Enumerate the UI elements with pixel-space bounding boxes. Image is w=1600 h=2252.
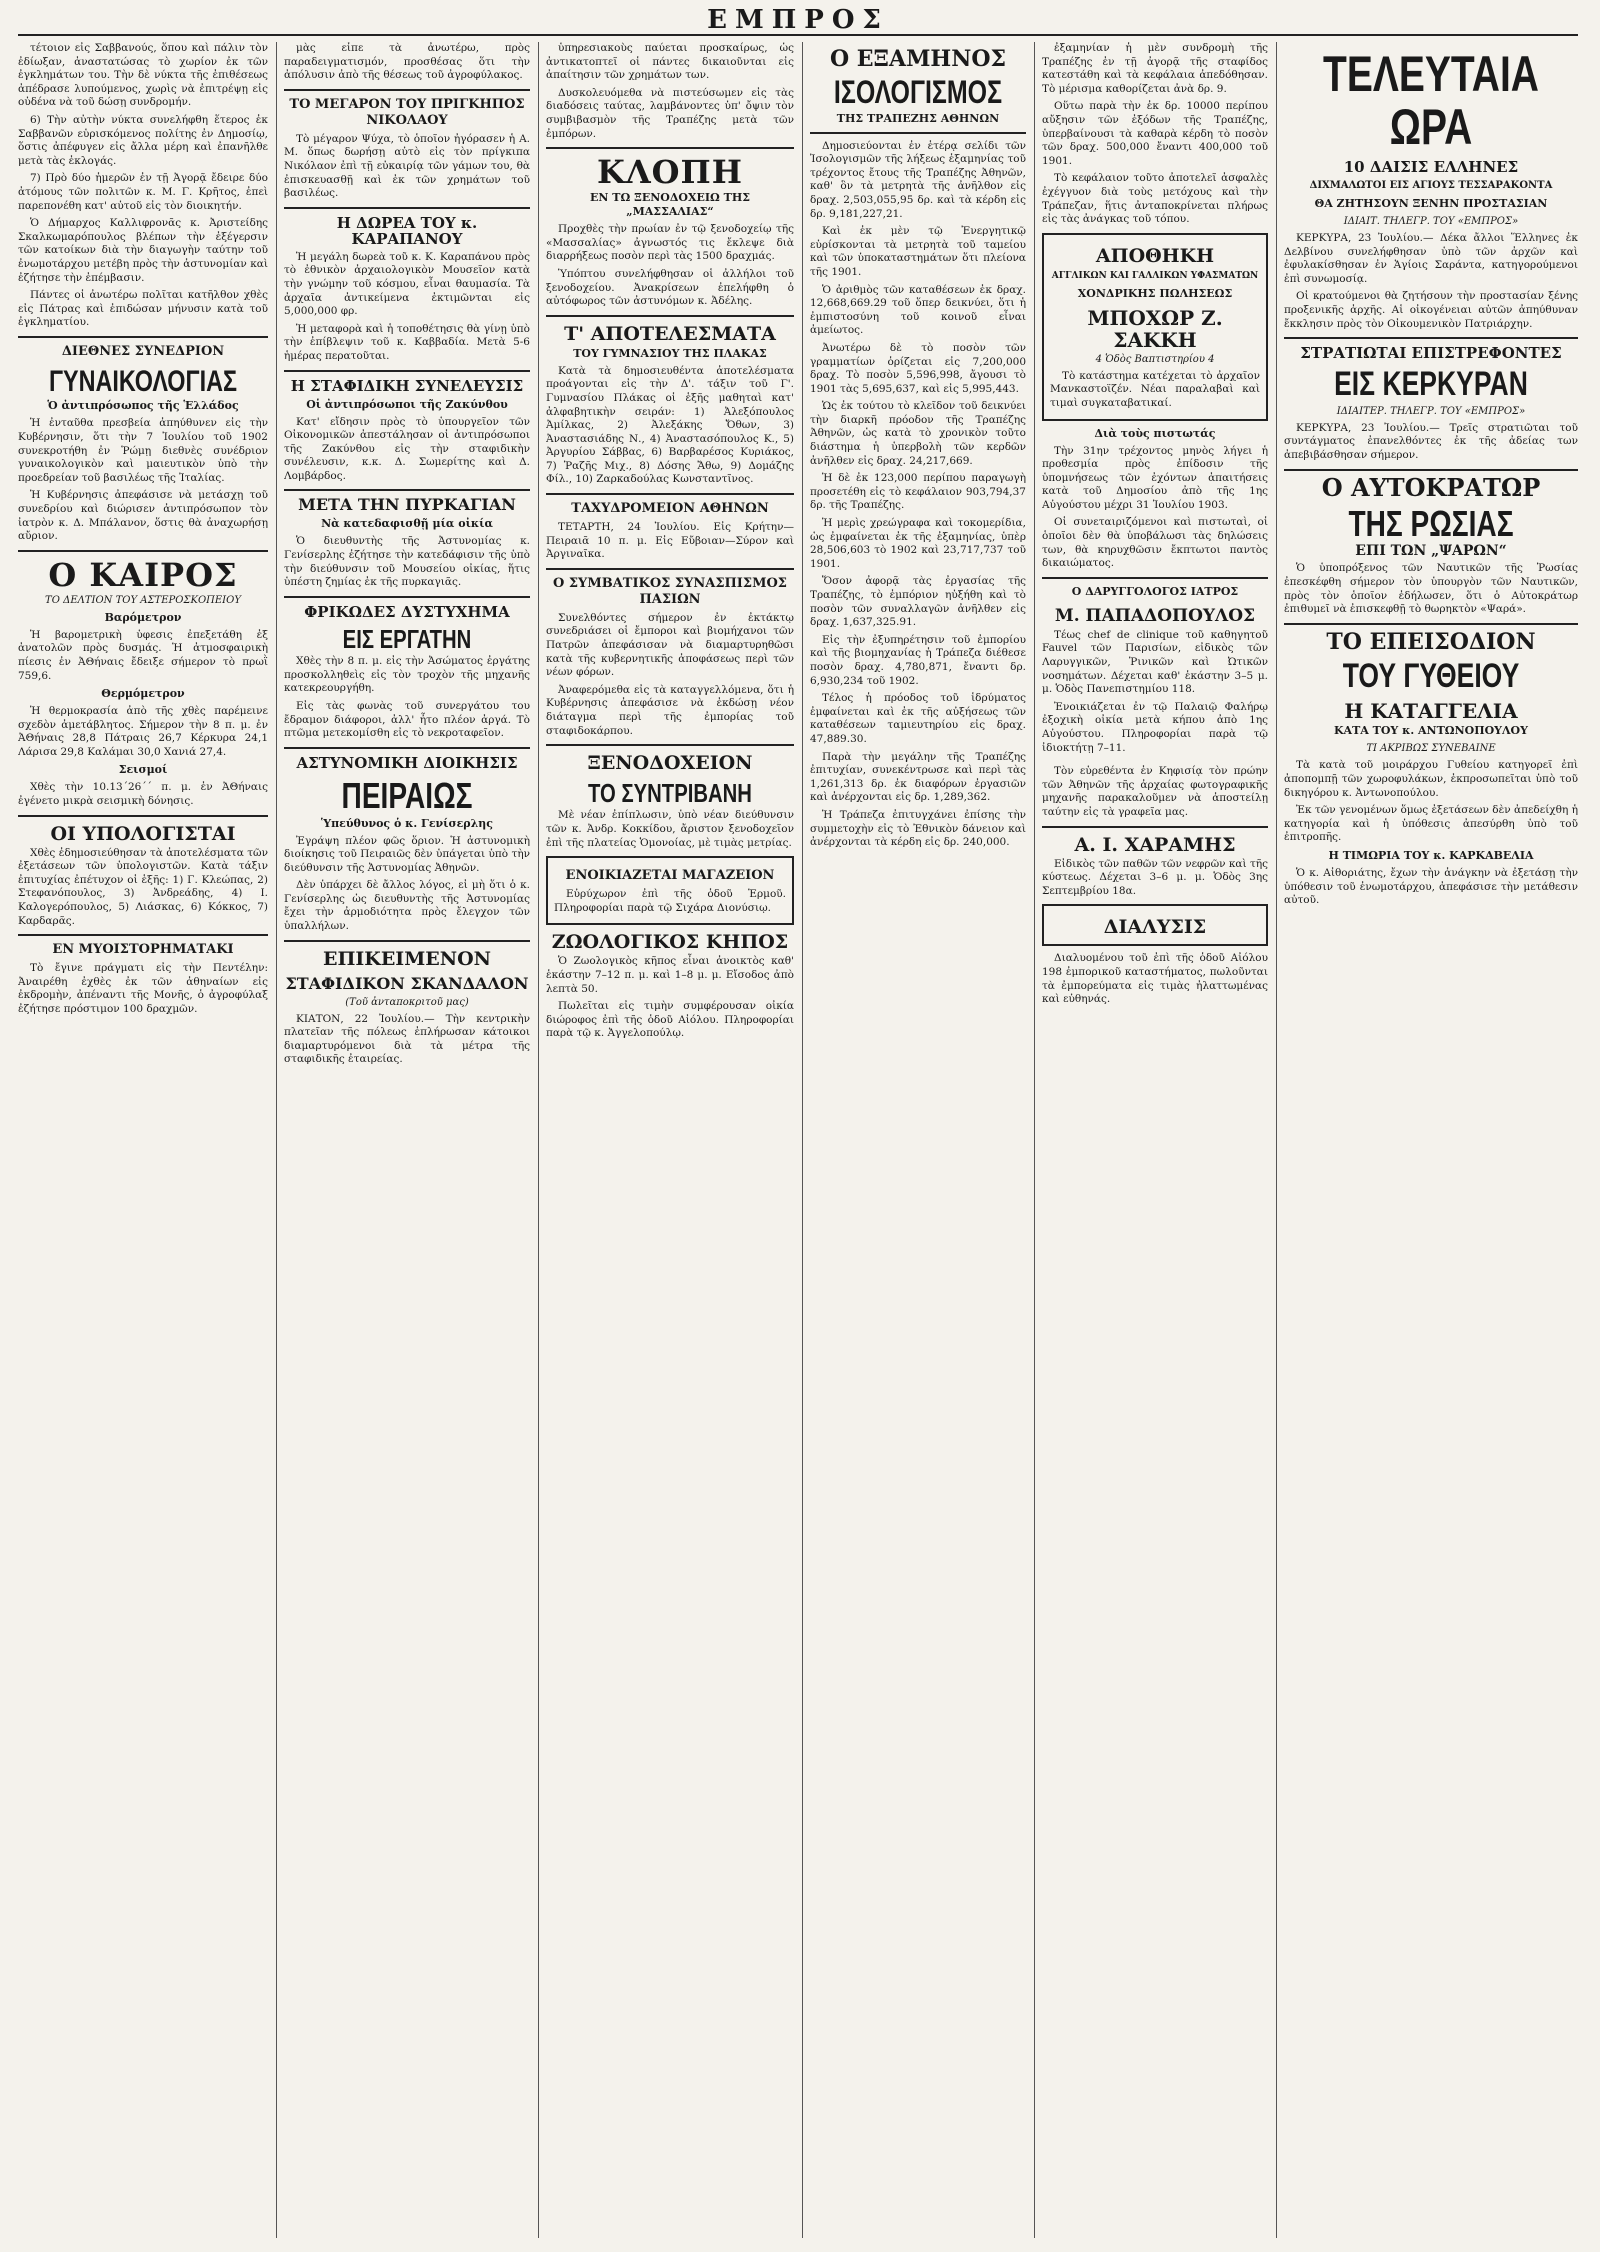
subheadline: Ο ΔΑΡΥΓΓΟΛΟΓΟΣ ΙΑΤΡΟΣ <box>1071 584 1239 598</box>
article-text: Ὁ κ. Αἰθοριάτης, ἔχων τὴν ἀνάγκην νὰ ἐξετάσῃ τὴν ὑπόθεσιν τοῦ ἐνωμοτάρχου, ἀπεφάσισε τὴν μετάθεσιν αὐτοῦ. <box>1284 867 1578 907</box>
subheadline: ΑΓΓΛΙΚΩΝ ΚΑΙ ΓΑΛΛΙΚΩΝ ΥΦΑΣΜΑΤΩΝ <box>1051 270 1259 281</box>
advertisement-box <box>1042 904 1268 946</box>
divider <box>546 315 794 317</box>
article-text: Ἡ θερμοκρασία ἀπὸ τῆς χθὲς παρέμεινε σχεδὸν ἀμετάβλητος. Σήμερον τὴν 8 π. μ. ἐν ἈΘήναις 28,8 Πάτραις 26,7 Κέρκυρα 24,1 Λάρισα 29,8 Καλάμαι 30,0 Χανιά 27,4. <box>18 705 268 758</box>
subheadline: ΧΟΝΔΡΙΚΗΣ ΠΩΛΗΣΕΩΣ <box>1077 286 1233 300</box>
subheadline: (Τοῦ ἀνταποκριτοῦ μας) <box>345 996 469 1008</box>
divider <box>284 940 530 942</box>
divider <box>284 489 530 491</box>
article-text: Τὸ κατάστημα κατέχεται τὸ ἀρχαῖον Μανκαστοϊζέν. Νέαι παραλαβαὶ καὶ τιμαὶ συγκαταβατικαί. <box>1050 369 1260 409</box>
article-text: Τὰ κατὰ τοῦ μοιράρχου Γυθείου κατηγορεῖ ἐπὶ ἀποπομπῇ τῶν χωροφυλάκων, ἐκπροσωπεῖται ὑπὸ τοῦ δικηγόρου κ. Ἀντωνοπούλου. <box>1284 759 1578 799</box>
subheadline: ΤΟΥ ΓΥΜΝΑΣΙΟΥ ΤΗΣ ΠΛΑΚΑΣ <box>573 346 767 360</box>
headline: ΤΟ ΕΠΕΙΣΟΔΙΟΝ <box>1326 628 1536 655</box>
subheadline: ΙΔΙΑΙΤΕΡ. ΤΗΛΕΓΡ. ΤΟΥ «ΕΜΠΡΟΣ» <box>1336 405 1526 417</box>
divider <box>1284 469 1578 471</box>
article-text: Διαλυομένου τοῦ ἐπὶ τῆς ὁδοῦ Αἰόλου 198 ἐμπορικοῦ καταστήματος, πωλοῦνται τὰ ἐμπορεύματα εἰς τιμὰς ἠλαττωμένας καὶ εὐθηνάς. <box>1042 952 1268 1006</box>
article-text: Κατὰ τὰ δημοσιευθέντα ἀποτελέσματα προάγονται εἰς τὴν Δ'. τάξιν τοῦ Γ'. Γυμνασίου Πλάκας οἱ ἑξῆς μαθηταὶ κατ' ἀλφαβητικὴν σειράν: 1) Ἀλεξόπουλος Ἀμίλκας, 2) Ἀλεξάκης Ὄθων, 3) Ἀναστασιάδης Ν., 4) Ἀναστασόπουλος Κ., 5) Ἀργυρίου Σάββας, 6) Βαρβαρέσος Κυριάκος, 7) Ῥαζῆς Μιχ., 8) Δόσης Ἄθω, 9) Δομάζης Φίλ., 10) Ζαρκαδούλας Κωνσταντῖνος. <box>546 364 794 486</box>
column-rule <box>1034 42 1035 2238</box>
address: 4 Ὁδὸς Βαπτιστηρίου 4 <box>1095 353 1215 365</box>
article-text: Παρὰ τὴν μεγάλην τῆς Τραπέζης ἐπιτυχίαν, συνεκέντρωσε καὶ περὶ τὰς 1,261,313 δρ. ἐκ διαφόρων ἐργασιῶν καὶ ἀνέρχονται εἰς δρ. 1,289,362. <box>810 750 1026 804</box>
article-text: Ἡ μεγάλη δωρεὰ τοῦ κ. Κ. Καραπάνου πρὸς τὸ ἐθνικὸν ἀρχαιολογικὸν Μουσεῖον κατὰ τὴν γνώμην τοῦ κόσμου, εἶναι θαυμασία. Τὰ ἀρχαῖα ἀντικείμενα ἐκτιμῶνται εἰς 5,000,000 φρ. <box>284 250 530 318</box>
article-text: Ἡ ἐνταῦθα πρεσβεία ἀπηύθυνεν εἰς τὴν Κυβέρνησιν, ὅτι τὴν 7 Ἰουλίου τοῦ 1902 συνεκροτήθη ἐν Ῥώμῃ διεθνὲς συνέδριον γυναικολογικὸν καὶ μαιευτικὸν ὑπὸ τὴν προεδρείαν τοῦ βασιλέως τῆς Ἰταλίας. <box>18 417 268 484</box>
headline: Ο ΚΑΙΡΟΣ <box>48 555 238 594</box>
subheadline: ΤΟ ΔΕΛΤΙΟΝ ΤΟΥ ΑΣΤΕΡΟΣΚΟΠΕΙΟΥ <box>45 594 241 606</box>
headline: ΕΙΣ ΚΕΡΚΥΡΑΝ <box>1334 365 1528 404</box>
article-text: Ὁ διευθυντὴς τῆς Ἀστυνομίας κ. Γενίσερλης ἐζήτησε τὴν κατεδάφισιν τῆς ὑπὸ τὴν διεύθυνσιν τοῦ Μουσείου οἰκίας, ἥτις ὑπέστη ζημίας ἐκ τῆς πυρκαγιᾶς. <box>284 535 530 589</box>
article-text: Οἱ κρατούμενοι θὰ ζητήσουν τὴν προστασίαν ξένης προξενικῆς ἀρχῆς. Αἱ οἰκογένειαι αὐτῶν ἀπηύθυναν ἔκκλησιν πρὸς τὸν Οἰκουμενικὸν Πατριάρχην. <box>1284 290 1578 330</box>
headline: ΞΕΝΟΔΟΧΕΙΟΝ <box>587 752 753 775</box>
divider <box>18 934 268 936</box>
divider <box>284 89 530 91</box>
article-text: Εἰς τὰς φωνὰς τοῦ συνεργάτου του ἔδραμον διάφοροι, ἀλλ' ἦτο πλέον ἀργά. Τὸ πτῶμα μετεκομίσθη εἰς τὸ νεκροταφεῖον. <box>284 699 530 740</box>
divider <box>18 550 268 552</box>
advertisement-box <box>1042 233 1268 421</box>
subheadline: Νὰ κατεδαφισθῇ μία οἰκία <box>321 517 493 531</box>
headline: ΤΑΧΥΔΡΟΜΕΙΟΝ ΑΘΗΝΩΝ <box>571 501 769 517</box>
headline: ΙΣΟΛΟΓΙΣΜΟΣ <box>833 74 1003 110</box>
subheadline: Σεισμοί <box>118 763 168 777</box>
headline: ΦΡΙΚΩΔΕΣ ΔΥΣΤΥΧΗΜΑ <box>304 602 510 621</box>
headline: Μ. ΠΑΠΑΔΟΠΟΥΛΟΣ <box>1054 605 1256 626</box>
subheadline: ΤΙ ΑΚΡΙΒΩΣ ΣΥΝΕΒΑΙΝΕ <box>1366 743 1496 755</box>
article-text: Χθὲς τὴν 8 π. μ. εἰς τὴν Ἀσώματος ἐργάτης προσκολληθεὶς εἰς τὸν τροχὸν τῆς μηχανῆς κατεκρεουργήθη. <box>284 655 530 695</box>
article-text: Τὸν εὑρεθέντα ἐν Κηφισίᾳ τὸν πρώην τῶν Ἀθηνῶν τῆς ἀρχαίας φωτογραφικῆς μηχανῆς παρακαλοῦμεν νὰ ἀποστείλῃ ταύτην εἰς τὰ γραφεῖα μας. <box>1042 765 1268 818</box>
headline: ΔΙΕΘΝΕΣ ΣΥΝΕΔΡΙΟΝ <box>61 343 225 359</box>
headline: Η ΚΑΤΑΓΓΕΛΙΑ <box>1344 699 1518 724</box>
article-text: Ἡ βαρομετρικὴ ὑφεσις ἐπεξετάθη ἐξ ἀνατολῶν πρὸς δυσμάς. Ἡ ἀτμοσφαιρικὴ πίεσις ἐν ἈΘήναις ἔδειξε σήμερον τὸ πρωῒ 759,6. <box>18 628 268 682</box>
headline: ΣΤΑΦΙΔΙΚΟΝ ΣΚΑΝΔΑΛΟΝ <box>285 973 529 993</box>
article-text: Καὶ ἐκ μὲν τῷ Ἐνεργητικῷ εὑρίσκονται τὰ μετρητὰ τοῦ ταμείου καὶ τῶν ὑποκαταστημάτων ὅτι πλείονα τῆς 1901. <box>810 225 1026 278</box>
headline: ΤΗΣ ΡΩΣΙΑΣ <box>1348 502 1514 544</box>
headline: Ο ΣΥΜΒΑΤΙΚΟΣ ΣΥΝΑΣΠΙΣΜΟΣ ΠΑΣΙΩΝ <box>553 575 787 607</box>
article-text: ΚΕΡΚΥΡΑ, 23 Ἰουλίου.— Τρεῖς στρατιῶται τοῦ συντάγματος ἐπανελθόντες ἐκ τῆς ἀδείας των ἀπεβιβάσθησαν σήμερον. <box>1284 421 1578 462</box>
article-text: ὑπηρεσιακοὺς παύεται προσκαίρως, ὡς ἀντικατοπτεῖ οἱ πάντες δικαιοῦνται εἰς ἀπαίτησιν τῶν χρημάτων των. <box>546 42 794 82</box>
divider <box>284 596 530 598</box>
headline: Η ΣΤΑΦΙΔΙΚΗ ΣΥΝΕΛΕΥΣΙΣ <box>290 376 524 395</box>
headline: ΠΕΙΡΑΙΩΣ <box>341 774 473 816</box>
article-text: Πάντες οἱ ἀνωτέρω πολῖται κατῆλθον χθὲς εἰς Πάτρας καὶ ἐπιδώσαν μήνυσιν κατὰ τοῦ ἐγκληματίου. <box>18 289 268 329</box>
headline: Τ' ΑΠΟΤΕΛΕΣΜΑΤΑ <box>564 322 776 345</box>
headline: ΟΙ ΥΠΟΛΟΓΙΣΤΑΙ <box>50 822 236 845</box>
article-text: Ἡ Κυβέρνησις ἀπεφάσισε νὰ μετάσχῃ τοῦ συνεδρίου καὶ διώρισεν ἀντιπρόσωπον τὸν ἰατρὸν κ. Δ. Μπάλανον, ὅστις θὰ ἀναχωρήσῃ αὔριον. <box>18 489 268 543</box>
divider <box>546 493 794 495</box>
article-text: Ὁ Δήμαρχος Καλλιφρονᾶς κ. Ἀριστείδης Σκαλκωμαρόπουλος βλέπων τὴν ἐξέγερσιν τῶν κατοίκων διὰ τὴν διαγωγὴν ταύτην τοῦ ἐνωμοτάρχου μετέβη πρὸς τὴν ἀστυνομίαν καὶ ἐζήτησε τὴν ἐπέμβασιν. <box>18 217 268 284</box>
headline: ΑΠΟΘΗΚΗ <box>1095 244 1215 267</box>
article-text: Ἀναφερόμεθα εἰς τὰ καταγγελλόμενα, ὅτι ἡ Κυβέρνησις ἀπεφάσισε νὰ ἐκδώσῃ νέον διάταγμα περὶ τῆς ἐμπορίας τοῦ σταφιδοκάρπου. <box>546 683 794 737</box>
divider <box>1042 577 1268 579</box>
subheadline: Οἱ ἀντιπρόσωποι τῆς Ζακύνθου <box>306 397 508 411</box>
article-text: Οὕτω παρὰ τὴν ἐκ δρ. 10000 περίπου αὔξησιν τῶν ἐξόδων τῆς Τραπέζης, ὑπερβαίνουσι τὰ καθαρὰ κέρδη τὸ ποσὸν τῶν δραχ. 500,000 ἔναντι 400,000 τοῦ 1901. <box>1042 100 1268 167</box>
column-6 <box>1284 42 1578 2238</box>
article-text: Οἱ συνεταιριζόμενοι καὶ πιστωταὶ, οἱ ὁποῖοι δὲν θὰ ὑποβάλωσι τὰς δηλώσεις των, θὰ κηρυχθῶσιν ἔκπτωτοι παντὸς δικαιώματος. <box>1042 516 1268 570</box>
column-5 <box>1042 42 1268 2238</box>
headline: Α. Ι. ΧΑΡΑΜΗΣ <box>1074 833 1236 856</box>
advertisement-box <box>546 856 794 925</box>
headline: ΜΠΟΧΩΡ Ζ. ΣΑΚΚΗ <box>1087 305 1223 352</box>
divider <box>284 747 530 749</box>
headline: ΤΟΥ ΓΥΘΕΙΟΥ <box>1342 656 1520 695</box>
article-text: Ἡ μεταφορὰ καὶ ἡ τοποθέτησις θὰ γίνῃ ὑπὸ τὴν ἐπίβλεψιν τοῦ κ. Καββαδία. Μετὰ 5-6 ἡμέρας περατοῦται. <box>284 322 530 362</box>
article-text: Ἡ Τράπεζα ἐπιτυγχάνει ἐπίσης τὴν συμμετοχὴν εἰς τὸ Ἐθνικὸν δάνειον καὶ ἀνέρχονται τὰ κέρδη εἰς δρ. 240,000. <box>810 808 1026 849</box>
column-rule <box>802 42 803 2238</box>
article-text: Δυσκολευόμεθα νὰ πιστεύσωμεν εἰς τὰς διαδόσεις ταύτας, λαμβάνοντες ὑπ' ὄψιν τὸν συμβιβασμὸν τῆς Τραπέζης μετὰ τῶν ἐμπόρων. <box>546 86 794 140</box>
article-text: Μὲ νέαν ἐπίπλωσιν, ὑπὸ νέαν διεύθυνσιν τῶν κ. Ἀνδρ. Κοκκίδου, ἄριστον ξενοδοχεῖον ἐπὶ τῆς πλατείας Ὁμονοίας, μὲ τιμὰς μετρίας. <box>546 809 794 849</box>
column-2 <box>284 42 530 2238</box>
headline: ΜΕΤΑ ΤΗΝ ΠΥΡΚΑΓΙΑΝ <box>298 495 516 515</box>
headline: ΕΙΣ ΕΡΓΑΤΗΝ <box>342 623 472 654</box>
article-text: Τὸ κεφάλαιον τοῦτο ἀποτελεῖ ἀσφαλὲς ἐχέγγυον διὰ τοὺς μετόχους καὶ τὴν Τράπεζαν, ἥτις ἀνταποκρίνεται πλήρως εἰς τὰς ἀνάγκας τοῦ τόπου. <box>1042 172 1268 226</box>
article-text: Ἀνωτέρω δὲ τὸ ποσὸν τῶν γραμματίων ὁρίζεται εἰς 7,200,000 δραχ. Τὸ ποσὸν 5,596,998, ἄγουσι τὸ 1901 τὰς 5,695,637, καὶ εἰς 5,995,443. <box>810 341 1026 395</box>
article-text: Τὸ μέγαρον Ψύχα, τὸ ὁποῖον ἠγόρασεν ἡ Α. Μ. ὅπως δωρήσῃ αὐτὸ εἰς τὸν πρίγκιπα Νικόλαον ἐπὶ τῇ εὐκαιρίᾳ τῶν γάμων του, θὰ ἐπισκευασθῇ καὶ ἐκ τῶν χρημάτων τοῦ βασιλέως. <box>284 132 530 200</box>
divider <box>546 744 794 746</box>
article-text: Ὡς ἐκ τούτου τὸ κλεῖδον τοῦ δεικνύει τὴν διαρκῆ πρόοδον τῆς Τραπέζης Ἀθηνῶν, ὡς κατὰ τὸ χρονικὸν τοῦτο διάστημα ἡ ὑπερβολὴ τῶν κερδῶν ἀνῆλθεν εἰς δραχ. 24,217,669. <box>810 400 1026 467</box>
headline: ΕΠΙΚΕΙΜΕΝΟΝ <box>323 947 491 970</box>
headline: 10 ΔΑΙΣΙΣ ΕΛΛΗΝΕΣ <box>1343 158 1519 176</box>
subheadline: ΤΗΣ ΤΡΑΠΕΖΗΣ ΑΘΗΝΩΝ <box>836 111 1000 125</box>
newspaper-title: ΕΜΠΡΟΣ <box>707 5 889 35</box>
article-text: Προχθὲς τὴν πρωίαν ἐν τῷ ξενοδοχείῳ τῆς «Μασσαλίας» ἀγνωστός τις ἔκλεψε διὰ διαρρήξεως ποσὸν περὶ τὰς 1500 δραχμάς. <box>546 223 794 263</box>
article-text: Τὴν 31ην τρέχοντος μηνὸς λήγει ἡ προθεσμία πρὸς ἐπίδοσιν τῆς ὑπομνήσεως τῶν ἐχόντων ἀπαιτήσεις κατὰ τοῦ Δημοσίου ἀπὸ τῆς 1ης Αὐγούστου μέχρι 31 Ἰουλίου 1903. <box>1042 444 1268 511</box>
headline: ΕΝ ΜΥΟΙΣΤΟΡΗΜΑΤΑΚΙ <box>52 942 234 958</box>
article-text: ἐξαμηνίαν ἡ μὲν συνδρομὴ τῆς Τραπέζης ἐν τῇ ἀγορᾷ τῆς σταφίδος κατεστάθη καὶ τὰ κεφάλαια ἀπεδόθησαν. Τὸ μέρισμα καθορίζεται ἀνὰ δρ. 9. <box>1042 42 1268 95</box>
subheadline: Βαρόμετρον <box>104 610 182 624</box>
article-text: Τὸ ἔγινε πράγματι εἰς τὴν Πεντέλην: Ἀναιρέθη ἐχθὲς ἐκ τῶν ἀθηναίων εἰς ἐκδρομὴν, ἀπέναντι τῆς Μονῆς, ὁ ἀγροφύλαξ ἐζήτησε πρόστιμον 100 δραχμῶν. <box>18 962 268 1015</box>
divider <box>1042 826 1268 828</box>
headline: Ο ΑΥΤΟΚΡΑΤΩΡ <box>1321 472 1541 502</box>
article-text: ΤΕΤΑΡΤΗ, 24 Ἰουλίου. Εἰς Κρήτην—Πειραιᾶ 10 π. μ. Εἰς Εὔβοιαν—Σύρον καὶ Ἀργιναῖκα. <box>546 521 794 561</box>
column-3 <box>546 42 794 2238</box>
masthead <box>18 6 1578 36</box>
article-text: Ὑπόπτου συνελήφθησαν οἱ ἀλλήλοι τοῦ ξενοδοχείου. Ἀνακρίσεων ἐπελήφθη ὁ αὐτόφωρος τῶν ἀστυνόμων κ. Ἀδέλης. <box>546 267 794 308</box>
divider <box>1284 623 1578 625</box>
column-4 <box>810 42 1026 2238</box>
divider <box>284 370 530 372</box>
article-text: Πωλεῖται εἰς τιμὴν συμφέρουσαν οἰκία διώροφος ἐπὶ τῆς ὁδοῦ Αἰόλου. Πληροφορίαι παρὰ τῷ κ. Ἀγγελοπούλῳ. <box>546 1000 794 1040</box>
column-rule <box>276 42 277 2238</box>
article-text: Ὅσον ἀφορᾷ τὰς ἐργασίας τῆς Τραπέζης, τὸ ἐμπόριον ηὐξήθη καὶ τὸ ποσὸν τῶν συναλλαγῶν ἀνῆλθεν εἰς δραχ. 1,637,325.91. <box>810 575 1026 629</box>
headline: Η ΔΩΡΕΑ ΤΟΥ κ. ΚΑΡΑΠΑΝΟΥ <box>336 213 478 248</box>
article-text: Ὁ ὑποπρόξενος τῶν Ναυτικῶν τῆς Ῥωσίας ἐπεσκέφθη σήμερον τὸν ὑπουργὸν τῶν Ναυτικῶν, πρὸς τὸν ὁποῖον ἐδήλωσεν, ὅτι ὁ Αὐτοκράτωρ ἐπιθυμεῖ νὰ ἐπισκεφθῇ τὸ θωρηκτὸν «Ψαρά». <box>1284 562 1578 616</box>
divider <box>1284 337 1578 339</box>
article-text: Εἰς τὴν ἐξυπηρέτησιν τοῦ ἐμπορίου καὶ τῆς βιομηχανίας ἡ Τράπεζα διέθεσε ποσὸν δραχ. 4,780,871, ἔναντι δρ. 6,930,234 τοῦ 1902. <box>810 633 1026 687</box>
article-text: Ἡ δὲ ἐκ 123,000 περίπου παραγωγὴ προσετέθη εἰς τὸ κεφάλαιον 903,794,37 δρ. τῆς Τραπέζης. <box>810 472 1026 512</box>
article-text: μὰς εἶπε τὰ ἀνωτέρω, πρὸς παραδειγματισμόν, προσθέσας ὅτι τὴν ἀπόλυσιν ἀπὸ τῆς θέσεως τοῦ ἀγροφύλακος. <box>284 42 530 82</box>
article-text: Χθὲς ἐδημοσιεύθησαν τὰ ἀποτελέσματα τῶν ἐξετάσεων τῶν ὑπολογιστῶν. Κατὰ τάξιν ἐπιτυχίας ἐπέτυχον οἱ ἑξῆς: 1) Γ. Κλεώπας, 2) Στεφανόπουλος, 3) Ἀνδρεάδης, 4) Ι. Καλογερόπουλος, 5) Λιάσκας, 6) Κόκκος, 7) Καρδαρᾶς. <box>18 846 268 927</box>
article-text: τέτοιον εἰς Σαββανούς, ὅπου καὶ πάλιν τὸν ἐδίωξαν, ἀναστατώσας τὸ χωρίον ἐκ τῶν ἐγκλημάτων του. Τὴν δὲ νύκτα τῆς ἐπιθέσεως ἀπέδρασε λυπούμενος, χωρὶς νὰ ἐπιτρέψῃ εἰς οὐδένα νὰ τοῦ δώσῃ συνδρομήν. <box>18 42 268 109</box>
subheadline: ΚΑΤΑ ΤΟΥ κ. ΑΝΤΩΝΟΠΟΥΛΟΥ <box>1334 724 1528 738</box>
subheadline: Θερμόμετρον <box>101 687 185 701</box>
article-text: Χθὲς τὴν 10.13΄26΄΄ π. μ. ἐν ἈΘήναις ἐγένετο μικρὰ σεισμικὴ δόνησις. <box>18 781 268 808</box>
divider <box>810 132 1026 134</box>
article-text: Δημοσιεύονται ἐν ἑτέρᾳ σελίδι τῶν Ἰσολογισμῶν τῆς λήξεως ἑξαμηνίας τοῦ τρέχοντος ἔτους τῆς Τραπέζης Ἀθηνῶν, καθ' ὃν τὰ μετρητὰ τῆς ἀνῆλθον εἰς δραχ. 2,503,055,95 δρ. καὶ τὰ κέρδη εἰς δρ. 9,181,227,21. <box>810 139 1026 220</box>
article-text: Ὁ Ζωολογικὸς κῆπος εἶναι ἀνοικτὸς καθ' ἑκάστην 7–12 π. μ. καὶ 1–8 μ. μ. Εἴσοδος ἀπὸ λεπτὰ 50. <box>546 955 794 995</box>
headline: ΕΝΟΙΚΙΑΖΕΤΑΙ ΜΑΓΑΖΕΙΟΝ <box>565 868 775 884</box>
article-text: Κατ' εἴδησιν πρὸς τὸ ὑπουργεῖον τῶν Οἰκονομικῶν ἀπεστάλησαν οἱ ἀντιπρόσωποι τῆς Ζακύνθου εἰς τὴν σταφιδικὴν συνέλευσιν, κ.κ. Δ. Σωμερίτης καὶ Δ. Λομβάρδος. <box>284 415 530 482</box>
subheadline: Ὑπεύθυνος ὁ κ. Γενίσερλης <box>320 816 494 830</box>
subheadline: ΙΔΙΑΙΤ. ΤΗΛΕΓΡ. ΤΟΥ «ΕΜΠΡΟΣ» <box>1343 216 1519 227</box>
divider <box>18 336 268 338</box>
divider <box>284 207 530 209</box>
article-text: ΚΕΡΚΥΡΑ, 23 Ἰουλίου.— Δέκα ἄλλοι Ἕλληνες ἐκ Δελβίνου συνελήφθησαν ὑπὸ τῶν ἀρχῶν καὶ ἐφυλακίσθησαν ἐν Ἁγίοις Σαράντα, κατηγορούμενοι ἐπὶ συνωμοσίᾳ. <box>1284 232 1578 285</box>
headline: ΔΙΑΛΥΣΙΣ <box>1103 916 1207 939</box>
subheadline: ΘΑ ΖΗΤΗΣΟΥΝ ΞΕΝΗΝ ΠΡΟΣΤΑΣΙΑΝ <box>1314 197 1548 210</box>
subheadline: Η ΤΙΜΩΡΙΑ ΤΟΥ κ. ΚΑΡΚΑΒΕΛΙΑ <box>1328 849 1534 863</box>
article-text: Δὲν ὑπάρχει δὲ ἄλλος λόγος, εἰ μὴ ὅτι ὁ κ. Γενίσερλης ὡς διευθυντὴς τῆς Ἀστυνομίας ἔχει τὴν ἀρμοδιότητα πρὸς ἔλεγχον τῶν ὑπαλλήλων. <box>284 879 530 933</box>
subheadline: ΕΝ ΤΩ ΞΕΝΟΔΟΧΕΙΩ ΤΗΣ „ΜΑΣΣΑΛΙΑΣ“ <box>590 191 750 219</box>
divider <box>546 568 794 570</box>
headline: ΓΥΝΑΙΚΟΛΟΓΙΑΣ <box>48 364 238 398</box>
divider <box>546 147 794 149</box>
article-text: Εὐρύχωρον ἐπὶ τῆς ὁδοῦ Ἑρμοῦ. Πληροφορίαι παρὰ τῷ Σιχάρα Διονύσιῳ. <box>554 888 786 914</box>
subheadline: Ὁ ἀντιπρόσωπος τῆς Ἑλλάδος <box>47 399 239 413</box>
article-text: 6) Τὴν αὐτὴν νύκτα συνελήφθη ἕτερος ἐκ Σαββανῶν εὑρισκόμενος πολίτης ἐν Δημοσίῳ, ὅστις ἀπέφυγεν εἰς ἄλλα μέρη καὶ ἐπανῆλθε μετὰ τὰς ἐκλογάς. <box>18 113 268 167</box>
article-text: Ἐκ τῶν γενομένων ὅμως ἐξετάσεων δὲν ἀπεδείχθη ἡ κατηγορία καὶ ἡ ὑπόθεσις ἀπεσύρθη ὑπὸ τοῦ ἐπιτροπῆς. <box>1284 804 1578 844</box>
headline: ΣΤΡΑΤΙΩΤΑΙ ΕΠΙΣΤΡΕΦΟΝΤΕΣ <box>1300 344 1562 363</box>
subheadline: ΕΠΙ ΤΩΝ „ΨΑΡΩΝ“ <box>1355 543 1507 560</box>
headline: ΤΟ ΣΥΝΤΡΙΒΑΝΗ <box>588 778 752 809</box>
column-1 <box>18 42 268 2238</box>
divider <box>18 815 268 817</box>
article-text: Ἐγράψη πλέον φῶς ὅριον. Ἡ ἀστυνομικὴ διοίκησις τοῦ Πειραιῶς δὲν ὑπάγεται ὑπὸ τὴν διεύθυνσιν τῆς Ἀστυνομίας Ἀθηνῶν. <box>284 834 530 874</box>
headline: Ο ΕΞΑΜΗΝΟΣ <box>829 46 1007 72</box>
headline: ΤΟ ΜΕΓΑΡΟΝ ΤΟΥ ΠΡΙΓΚΗΠΟΣ ΝΙΚΟΛΑΟΥ <box>289 96 525 128</box>
subheadline: Διὰ τοὺς πιστωτάς <box>1094 426 1216 440</box>
subheadline: ΔΙΧΜΑΛΩΤΟΙ ΕΙΣ ΑΓΙΟΥΣ ΤΕΣΣΑΡΑΚΟΝΤΑ <box>1309 180 1553 191</box>
article-text: Ἡ μερὶς χρεώγραφα καὶ τοκομερίδια, ὡς ἐμφαίνεται ἐκ τῆς ἐξαμηνίας, ὑπὲρ 28,506,603 τὸ 1902 καὶ 23,717,737 τοῦ 1901. <box>810 517 1026 570</box>
article-text: Συνελθόντες σήμερον ἐν ἐκτάκτῳ συνεδριάσει οἱ ἔμποροι καὶ βιομήχανοι τῶν Πατρῶν ἀπεφάσισαν νὰ διαμαρτυρηθῶσι κατὰ τῆς κυβερνητικῆς ἀποφάσεως περὶ τῶν νέων φόρων. <box>546 611 794 679</box>
article-text: Ἐνοικιάζεται ἐν τῷ Παλαιῷ Φαλήρῳ ἐξοχικὴ οἰκία μετὰ κήπου ἀπὸ 1ης Αὐγούστου. Πληροφορίαι παρὰ τῷ ἰδιοκτήτῃ 7–11. <box>1042 700 1268 754</box>
article-text: ΚΙΑΤΟΝ, 22 Ἰουλίου.— Τὴν κεντρικὴν πλατεῖαν τῆς πόλεως ἐπλήρωσαν κάτοικοι διαμαρτυρόμενοι διὰ τὰ μέτρα τῆς σταφιδικῆς ἐταιρείας. <box>284 1012 530 1066</box>
column-rule <box>538 42 539 2238</box>
newspaper-page <box>18 6 1578 2242</box>
article-text: 7) Πρὸ δύο ἡμερῶν ἐν τῇ Ἀγορᾷ ἔδειρε δύο ἀτόμους τῶν πολιτῶν κ. Μ. Γ. Κρῆτος, ἐπεὶ παρεπονέθη κατ' αὐτοῦ εἰς τὸν διοικητήν. <box>18 172 268 212</box>
article-text: Ὁ ἀριθμὸς τῶν καταθέσεων ἐκ δραχ. 12,668,669.29 τοῦ ὅπερ δεικνύει, ὅτι ἡ ἐμπιστοσύνη τοῦ κοινοῦ εἶναι ἀμείωτος. <box>810 283 1026 337</box>
article-text: Τέως chef de clinique τοῦ καθηγητοῦ Fauvel τῶν Παρισίων, εἰδικὸς τῶν Λαρυγγικῶν, Ῥινικῶν καὶ Ὠτικῶν νοσημάτων. Δέχεται καθ' ἑκάστην 3–5 μ. μ. Ὁδὸς Πανεπιστημίου 118. <box>1042 628 1268 696</box>
headline: ΑΣΤΥΝΟΜΙΚΗ ΔΙΟΙΚΗΣΙΣ <box>296 753 518 772</box>
headline: ΚΛΟΠΗ <box>597 153 743 192</box>
column-rule <box>1276 42 1277 2238</box>
headline: ΤΕΛΕΥΤΑΙΑ ΩΡΑ <box>1323 46 1539 155</box>
article-text: Εἰδικὸς τῶν παθῶν τῶν νεφρῶν καὶ τῆς κύστεως. Δέχεται 3–6 μ. μ. Ὁδὸς 3ης Σεπτεμβρίου 18α. <box>1042 857 1268 897</box>
headline: ΖΩΟΛΟΓΙΚΟΣ ΚΗΠΟΣ <box>551 931 789 954</box>
article-text: Τέλος ἡ πρόοδος τοῦ ἱδρύματος ἐμφαίνεται καὶ ἐκ τῆς αὐξήσεως τῶν καταθέσεων ταμιευτηρίου εἰς δραχ. 47,889.30. <box>810 692 1026 745</box>
